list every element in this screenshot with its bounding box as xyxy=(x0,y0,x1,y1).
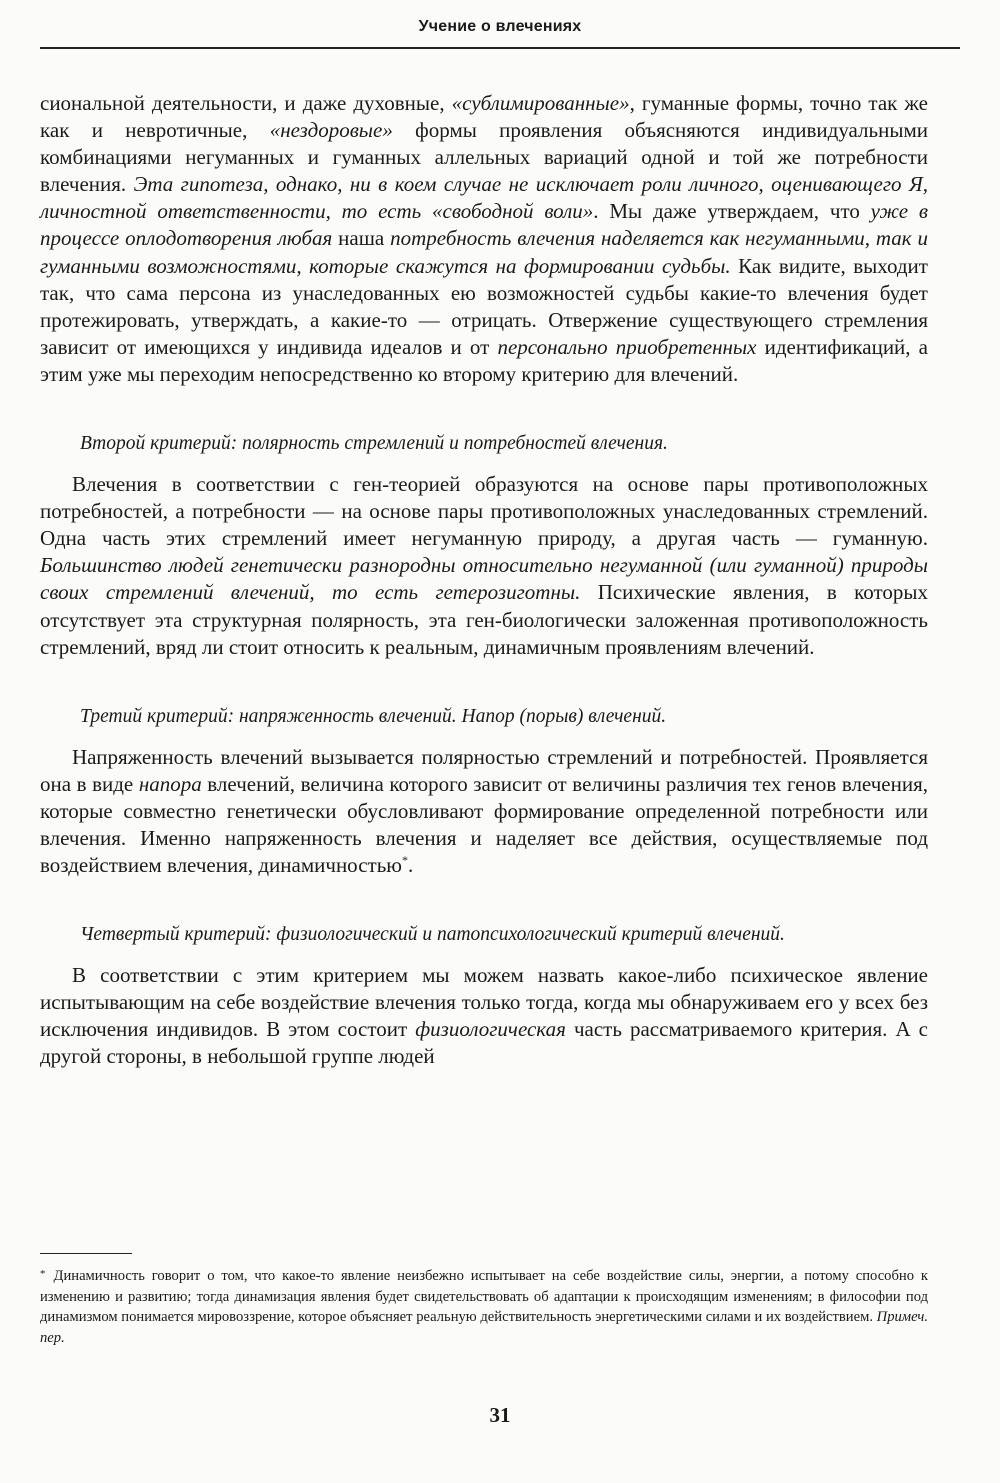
running-head: Учение о влечениях xyxy=(418,18,582,35)
footnote-reference[interactable]: * xyxy=(401,853,408,868)
header-rule xyxy=(40,47,960,49)
text-run: влечений, величина которого зависит от величины различия тех генов влечения, которые совместно генетически обусловливают формирование определенной потребности или влечения. Именно напряженность влечения и наделяет все действия, осуществляемые под воздействием влечения, динамичностью xyxy=(40,771,928,878)
emphasis: потребность влечения наделяется как негуманными, так и гуманными возможностями, которые скажутся на формировании судьбы. xyxy=(40,226,928,278)
spacer xyxy=(40,730,928,744)
text-run: сиональной деятельности, и даже духовные, xyxy=(40,91,452,115)
text-run: В соответствии с этим критерием мы можем назвать какое-либо психическое явление испытывающим на себе воздействие влечения только тогда, когда мы обнаруживаем его у всех без исключения индивидов. В этом состоит xyxy=(40,963,928,1042)
text-run: Напряженность влечений вызывается полярностью стремлений и потребностей. Проявляется она в виде xyxy=(40,744,928,796)
text-run: наша xyxy=(332,226,391,251)
spacer xyxy=(40,388,928,430)
footnote xyxy=(40,1264,928,1348)
emphasis: уже в процессе оплодотворения любая xyxy=(40,199,928,251)
text-run: . xyxy=(407,853,414,878)
paragraph-3 xyxy=(40,744,928,879)
text-run: часть рассматриваемого критерия. А с другой стороны, в небольшой группе людей xyxy=(40,1017,929,1069)
translator-note: Примеч. пер. xyxy=(40,1309,928,1346)
section-heading-4: Четвертый критерий: физиологический и патопсихологический критерий влечений. xyxy=(80,924,785,946)
paragraph-4 xyxy=(40,962,928,1070)
section-heading-3: Третий критерий: напряженность влечений. Напор (порыв) влечений. xyxy=(80,705,667,727)
main-text xyxy=(40,90,928,1071)
spacer xyxy=(40,457,928,471)
text-run: Влечения в соответствии с ген-теорией образуются на основе пары противоположных потребностей, а потребности — на основе пары противоположных унаследованных стремлений. Одна часть этих стремлений имеет негуманную природу, а другая часть — гуманную. xyxy=(40,472,928,551)
emphasis: физиологическая xyxy=(415,1017,566,1042)
emphasis: персонально приобретенных xyxy=(497,334,757,359)
page-number: 31 xyxy=(489,1403,511,1427)
text-run: . Мы даже утверждаем, что xyxy=(593,199,871,224)
footnote-mark: * xyxy=(40,1268,46,1280)
emphasis: «нездоровые» xyxy=(269,118,393,143)
text-run: Как видите, выходит так, что сама персона из унаследованных ею возможностей судьбы какие-то влечения будет протежировать, утверждать, а какие-то — отрицать. Отвержение существующего стремления зависит от имеющихся у индивида идеалов и от xyxy=(40,253,928,359)
spacer xyxy=(40,661,928,703)
text-run: , гуманные формы, точно так же как и невротичные, xyxy=(40,91,928,143)
emphasis: напора xyxy=(138,771,202,796)
section-heading-2: Второй критерий: полярность стремлений и потребностей влечения. xyxy=(80,433,668,455)
paragraph-2 xyxy=(40,471,928,661)
spacer xyxy=(40,879,928,921)
footnote-rule xyxy=(40,1253,132,1254)
text-run: идентификаций, а этим уже мы переходим непосредственно ко второму критерию для влечений. xyxy=(40,334,929,386)
text-run: формы проявления объясняются индивидуальными комбинациями негуманных и гуманных аллельных вариаций одной и той же потребности влечения. xyxy=(40,118,928,197)
emphasis: Эта гипотеза, однако, ни в коем случае не исключает роли личного, оценивающего Я, личностной ответственности, то есть «свободной воли» xyxy=(40,172,928,224)
emphasis: Большинство людей генетически разнородны относительно негуманной (или гуманной) природы своих стремлений влечений, то есть гетерозиготны. xyxy=(40,553,928,605)
paragraph-1 xyxy=(40,90,928,388)
spacer xyxy=(40,948,928,962)
footnote-text: Динамичность говорит о том, что какое-то явление неизбежно испытывает на себе воздействие силы, энергии, а потому способно к изменению и развитию; тогда динамизация явления будет свидетельствовать об адаптации к происходящим изменениям; в философии под динамизмом понимается мировоззрение, которое объясняет реальную действительность энергетическими силами и их воздействием. xyxy=(40,1268,928,1326)
emphasis: «сублимированные» xyxy=(451,91,630,115)
text-run: Психические явления, в которых отсутствует эта структурная полярность, эта ген-биологически заложенная противоположность стремлений, вряд ли стоит относить к реальным, динамичным проявлениям влечений. xyxy=(40,580,928,659)
